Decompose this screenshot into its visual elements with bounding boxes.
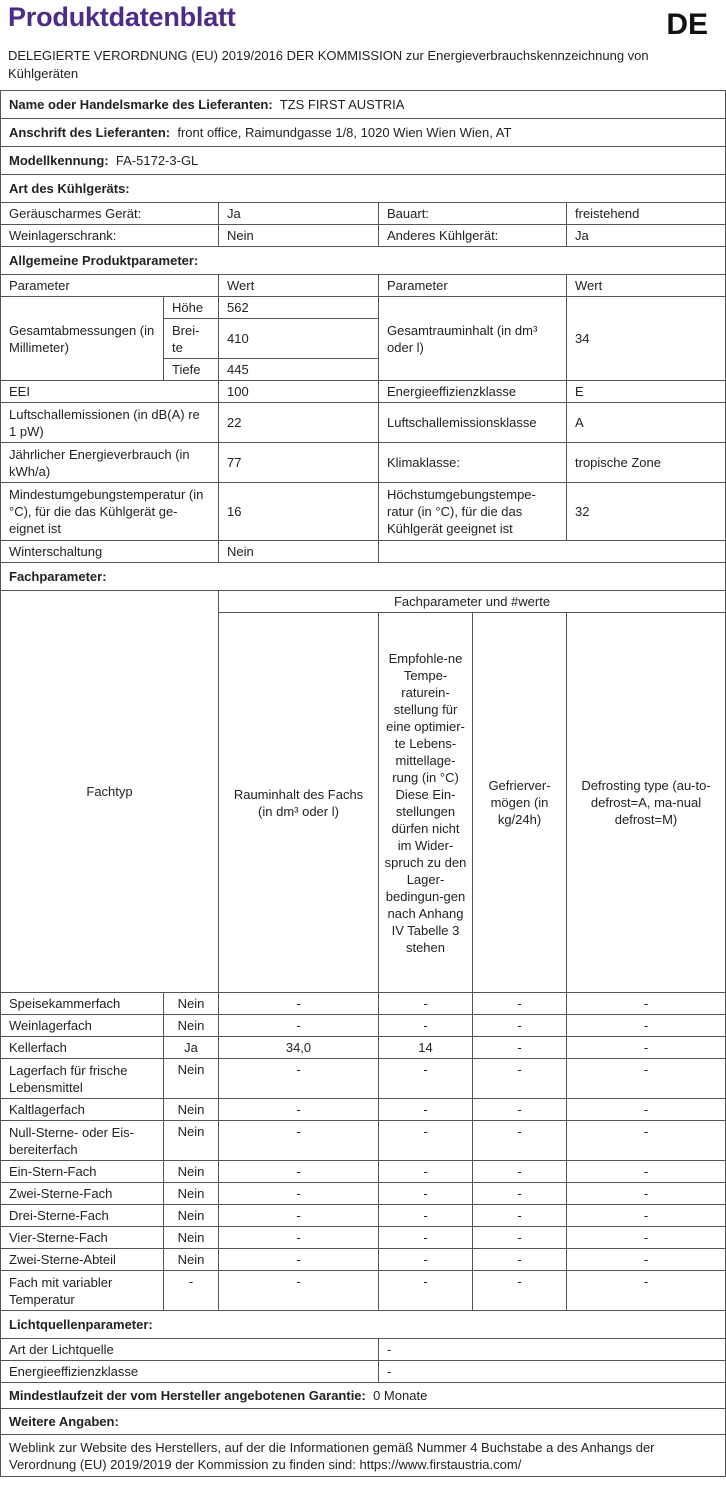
light-label: Energieeffizienzklasse [1, 1361, 379, 1383]
compartment-present: Nein [164, 1059, 219, 1099]
compartment-present: Nein [164, 1183, 219, 1205]
general-heading: Allgemeine Produktparameter: [1, 247, 726, 275]
column-header: Wert [219, 275, 379, 297]
compartment-defrost: - [567, 1059, 726, 1099]
compartment-name: Kellerfach [1, 1037, 164, 1059]
compartment-temperature: - [379, 1271, 473, 1311]
param-value: 22 [219, 403, 379, 443]
compartment-present: Nein [164, 1227, 219, 1249]
light-label: Art der Lichtquelle [1, 1339, 379, 1361]
compartment-name: Ein-Stern-Fach [1, 1161, 164, 1183]
supplier-name-value: TZS FIRST AUSTRIA [279, 97, 405, 112]
supplier-address-row: Anschrift des Lieferanten: front office, Raimundgasse 1/8, 1020 Wien Wien Wien, AT [1, 119, 726, 147]
compartment-temperature: - [379, 1249, 473, 1271]
compartment-freezing: - [473, 1205, 567, 1227]
dimensions-label: Gesamtabmessungen (in Millimeter) [1, 297, 164, 381]
compartment-row [1, 1015, 726, 1037]
light-value: - [379, 1339, 726, 1361]
compartment-temperature: - [379, 1099, 473, 1121]
compartment-present: Nein [164, 1161, 219, 1183]
compartment-defrost: - [567, 1271, 726, 1311]
compartment-row [1, 1183, 726, 1205]
compartment-freezing: - [473, 1161, 567, 1183]
model-value: FA-5172-3-GL [115, 153, 199, 168]
compartment-name: Kaltlagerfach [1, 1099, 164, 1121]
compartment-temperature: - [379, 1015, 473, 1037]
compartment-freezing: - [473, 1121, 567, 1161]
param-value: tropische Zone [567, 443, 726, 483]
compartment-volume: - [219, 1015, 379, 1037]
param-value: 100 [219, 381, 379, 403]
compartment-type-header: Fachtyp [1, 591, 219, 993]
supplier-address-value: front office, Raimundgasse 1/8, 1020 Wien Wien Wien, AT [177, 125, 512, 140]
compartment-volume: - [219, 1059, 379, 1099]
compartment-volume: - [219, 993, 379, 1015]
compartment-freezing: - [473, 1037, 567, 1059]
compartment-name: Zwei-Sterne-Fach [1, 1183, 164, 1205]
compartment-name: Weinlagerfach [1, 1015, 164, 1037]
compartment-row [1, 1205, 726, 1227]
compartment-row [1, 1161, 726, 1183]
regulation-text: DELEGIERTE VERORDNUNG (EU) 2019/2016 DER KOMMISSION zur Energieverbrauchskennzeichnung von Kühlgeräten [8, 48, 649, 81]
compartment-freezing: - [473, 1015, 567, 1037]
compartment-freezing: - [473, 1099, 567, 1121]
type-value: freistehend [567, 203, 726, 225]
compartment-temperature: - [379, 1227, 473, 1249]
dimension-value: 562 [219, 297, 379, 319]
compartment-defrost: - [567, 1161, 726, 1183]
column-header: Wert [567, 275, 726, 297]
type-label: Bauart: [379, 203, 567, 225]
compartment-present: Nein [164, 1249, 219, 1271]
compartment-temperature: - [379, 1059, 473, 1099]
compartment-defrost: - [567, 1249, 726, 1271]
freezing-header: Gefrierver-mögen (in kg/24h) [473, 613, 567, 993]
compartment-defrost: - [567, 1205, 726, 1227]
compartment-row [1, 1249, 726, 1271]
compartment-name: Lagerfach für frische Lebensmittel [1, 1059, 164, 1099]
compartment-volume: - [219, 1271, 379, 1311]
compartment-name: Null-Sterne- oder Eis-bereiterfach [1, 1121, 164, 1161]
param-label: Höchstumgebungstempe-ratur (in °C), für die das Kühlgerät geeignet ist [379, 483, 567, 541]
model-row: Modellkennung: FA-5172-3-GL [1, 147, 726, 175]
more-heading: Weitere Angaben: [1, 1409, 726, 1435]
compartment-volume: - [219, 1249, 379, 1271]
compartment-freezing: - [473, 1183, 567, 1205]
param-value: A [567, 403, 726, 443]
compartment-name: Drei-Sterne-Fach [1, 1205, 164, 1227]
param-value: E [567, 381, 726, 403]
empty-cell [379, 541, 726, 563]
compartment-row [1, 1227, 726, 1249]
compartment-freezing: - [473, 1227, 567, 1249]
compartment-present: Nein [164, 1205, 219, 1227]
column-header: Parameter [1, 275, 219, 297]
compartment-defrost: - [567, 1227, 726, 1249]
warranty-value: 0 Monate [373, 1388, 428, 1403]
compartment-present: - [164, 1271, 219, 1311]
compartment-present: Nein [164, 1121, 219, 1161]
compartment-present: Nein [164, 993, 219, 1015]
warranty-row: Mindestlaufzeit der vom Hersteller angebotenen Garantie: 0 Monate [1, 1383, 726, 1409]
compartment-freezing: - [473, 1271, 567, 1311]
more-text: Weblink zur Website des Herstellers, auf der die Informationen gemäß Nummer 4 Buchstabe a des Anhangs der Verordnung (EU) 2019/2019 der Kommission zu finden sind: https://www.firstaustria.com/ [1, 1435, 726, 1477]
param-label: Energieeffizienzklasse [379, 381, 567, 403]
compartment-volume: - [219, 1183, 379, 1205]
compartment-volume: - [219, 1205, 379, 1227]
light-value: - [379, 1361, 726, 1383]
compartment-defrost: - [567, 1015, 726, 1037]
compartment-temperature: - [379, 1205, 473, 1227]
compartment-freezing: - [473, 1249, 567, 1271]
compartment-defrost: - [567, 1183, 726, 1205]
compartment-row [1, 1099, 726, 1121]
compartment-row [1, 1121, 726, 1161]
dimension-label: Höhe [164, 297, 219, 319]
dimension-label: Tiefe [164, 359, 219, 381]
param-value: 16 [219, 483, 379, 541]
compartment-name: Vier-Sterne-Fach [1, 1227, 164, 1249]
param-label: Klimaklasse: [379, 443, 567, 483]
winter-label: Winterschaltung [1, 541, 219, 563]
compartment-row [1, 1037, 726, 1059]
compartment-rows [1, 993, 726, 1311]
supplier-name-row: Name oder Handelsmarke des Lieferanten: TZS FIRST AUSTRIA [1, 91, 726, 119]
compartment-freezing: - [473, 1059, 567, 1099]
compartment-defrost: - [567, 993, 726, 1015]
type-label: Weinlagerschrank: [1, 225, 219, 247]
dimension-label: Brei-te [164, 319, 219, 359]
compartment-volume: - [219, 1227, 379, 1249]
param-label: Luftschallemissionsklasse [379, 403, 567, 443]
volume-value: 34 [567, 297, 726, 381]
compartment-freezing: - [473, 993, 567, 1015]
light-heading: Lichtquellenparameter: [1, 1311, 726, 1339]
compartment-temperature: - [379, 993, 473, 1015]
compartment-temperature: - [379, 1161, 473, 1183]
compartment-name: Zwei-Sterne-Abteil [1, 1249, 164, 1271]
param-label: Luftschallemissionen (in dB(A) re 1 pW) [1, 403, 219, 443]
compartment-volume: - [219, 1099, 379, 1121]
volume-label: Gesamtrauminhalt (in dm³ oder l) [379, 297, 567, 381]
type-value: Nein [219, 225, 379, 247]
compartment-present: Nein [164, 1099, 219, 1121]
compartment-volume: 34,0 [219, 1037, 379, 1059]
param-label: Jährlicher Energieverbrauch (in kWh/a) [1, 443, 219, 483]
compartment-volume: - [219, 1121, 379, 1161]
compartment-defrost: - [567, 1037, 726, 1059]
defrost-header: Defrosting type (au-to-defrost=A, ma-nual defrost=M) [567, 613, 726, 993]
compartments-heading: Fachparameter: [1, 563, 726, 591]
temperature-header: Empfohle-ne Tempe-raturein-stellung für eine optimier-te Lebens-mittellage-rung (in °C) Diese Ein-stellungen dürfen nicht im Wider-spruch zu den Lager-bedingun-gen nach Anhang IV Tabelle 3 stehen [379, 613, 473, 993]
compartment-volume: - [219, 1161, 379, 1183]
compartment-temperature: 14 [379, 1037, 473, 1059]
dimension-value: 445 [219, 359, 379, 381]
type-label: Geräuscharmes Gerät: [1, 203, 219, 225]
dimension-value: 410 [219, 319, 379, 359]
compartment-name: Speisekammerfach [1, 993, 164, 1015]
param-label: EEI [1, 381, 219, 403]
compartment-temperature: - [379, 1183, 473, 1205]
compartment-defrost: - [567, 1099, 726, 1121]
type-label: Anderes Kühlgerät: [379, 225, 567, 247]
type-heading: Art des Kühlgeräts: [1, 175, 726, 203]
column-header: Parameter [379, 275, 567, 297]
compartment-row [1, 1059, 726, 1099]
compartment-present: Ja [164, 1037, 219, 1059]
compartment-row [1, 1271, 726, 1311]
param-label: Mindestumgebungstemperatur (in °C), für die das Kühlgerät ge-eignet ist [1, 483, 219, 541]
compartment-defrost: - [567, 1121, 726, 1161]
language-code: DE [666, 8, 708, 41]
compartment-name: Fach mit variabler Temperatur [1, 1271, 164, 1311]
compartment-temperature: - [379, 1121, 473, 1161]
param-value: 32 [567, 483, 726, 541]
param-value: 77 [219, 443, 379, 483]
type-value: Ja [567, 225, 726, 247]
type-value: Ja [219, 203, 379, 225]
compartment-present: Nein [164, 1015, 219, 1037]
compartment-group-header: Fachparameter und #werte [219, 591, 726, 613]
winter-value: Nein [219, 541, 379, 563]
page-title: Produktdatenblatt [8, 2, 236, 32]
compartment-row [1, 993, 726, 1015]
volume-header: Rauminhalt des Fachs (in dm³ oder l) [219, 613, 379, 993]
data-table [0, 90, 726, 1477]
